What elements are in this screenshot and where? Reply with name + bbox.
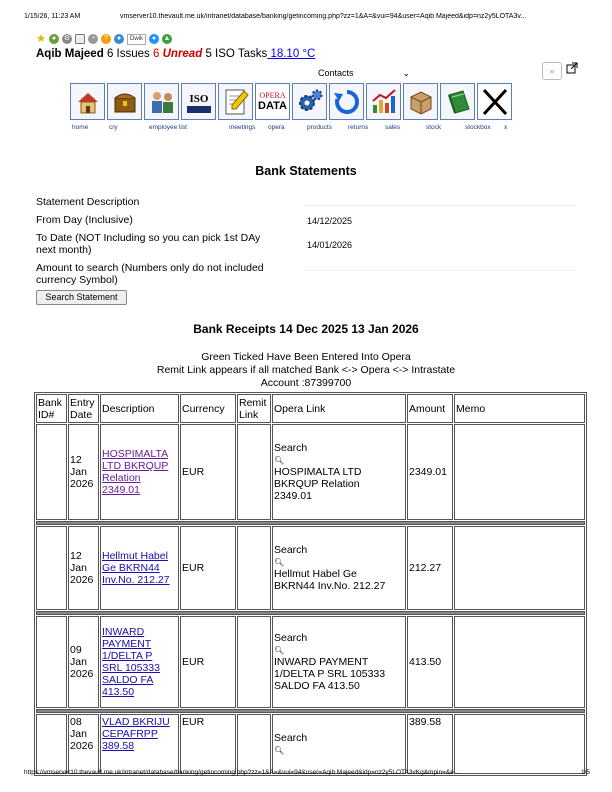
box-icon (406, 87, 436, 117)
separator-cell (36, 709, 585, 713)
col-bank-id: Bank ID# (36, 394, 67, 423)
quick-icons (36, 33, 172, 45)
statement-description-field[interactable] (304, 205, 576, 206)
nav-returns[interactable] (329, 83, 364, 120)
print-footer-url: https://vmserver10.thevault.me.uk/intranet/database/banking/getincoming.php?zz=1&A=&vui=94&user=Aqib Majeed&idp=nz2y5LOTA3vKg&mpin=&e... (24, 769, 460, 776)
print-datetime: 1/15/26, 11:23 AM (24, 13, 81, 20)
description-line: HOSPIMALTA (102, 448, 169, 460)
chat-icon[interactable]: ● (149, 34, 159, 44)
receipts-table (34, 392, 587, 776)
description-link[interactable] (102, 550, 170, 586)
entry-day: 08 (70, 716, 82, 728)
close-x-icon (480, 87, 510, 117)
settings-icon[interactable]: ⚙ (63, 35, 71, 42)
magnifier-icon[interactable]: 🔍︎ (274, 558, 285, 567)
description-line: Hellmut Habel (102, 550, 168, 562)
remit-link-cell (237, 424, 271, 520)
list-icon[interactable] (75, 34, 85, 44)
entry-year: 2026 (70, 574, 94, 586)
opera-link-cell (272, 714, 406, 774)
user-name: Aqib Majeed (36, 48, 104, 60)
currency-cell: EUR (180, 616, 236, 708)
separator-cell (36, 611, 585, 615)
nav-home[interactable] (70, 83, 105, 120)
description-link[interactable] (102, 716, 170, 752)
books-icon (443, 87, 473, 117)
nav-stock[interactable] (403, 83, 438, 120)
entry-date-cell (68, 714, 99, 774)
memo-cell[interactable] (454, 526, 585, 610)
row-separator (36, 521, 585, 525)
gears-icon (295, 87, 325, 117)
description-line: 389.58 (102, 740, 135, 752)
memo-cell[interactable] (454, 616, 585, 708)
page-title: Bank Statements (255, 164, 357, 178)
nav-label-stock[interactable]: stock (426, 124, 442, 131)
amount-cell: 212.27 (407, 526, 453, 610)
bank-id-cell (36, 526, 67, 610)
entry-month: Jan (70, 466, 87, 478)
nav-label-meetings[interactable]: meetings (229, 124, 256, 131)
contacts-select[interactable] (316, 66, 412, 80)
entry-year: 2026 (70, 478, 94, 490)
table-row (36, 714, 585, 774)
opera-match-line: 1/DELTA P SRL 105333 (274, 668, 386, 680)
separator-cell (36, 521, 585, 525)
statement-description-label: Statement Description (36, 196, 140, 208)
help-icon[interactable]: ? (101, 34, 111, 44)
entry-date-cell (68, 526, 99, 610)
description-cell (100, 616, 179, 708)
table-row (36, 424, 585, 520)
search-statement-button[interactable]: Search Statement (36, 290, 127, 305)
notebook-pencil-icon (222, 87, 250, 117)
remit-link-cell (237, 526, 271, 610)
col-remit-link: Remit Link (237, 394, 271, 423)
receipts-note-2: Remit Link appears if all matched Bank <-> Opera <-> Intrastate (156, 364, 456, 376)
sales-chart-icon (369, 87, 399, 117)
magnifier-icon[interactable]: 🔍︎ (274, 456, 285, 465)
nav-label-employee-list[interactable]: employee list (149, 124, 187, 131)
description-line: PAYMENT (102, 638, 152, 650)
opera-match-line: BKRQUP Relation (274, 478, 360, 490)
memo-cell[interactable] (454, 424, 585, 520)
description-line: SALDO FA (102, 674, 154, 686)
clock-icon[interactable]: ◔ (88, 34, 98, 44)
treasure-chest-icon (111, 88, 139, 116)
opera-match-line: BKRN44 Inv.No. 212.27 (274, 580, 386, 592)
remit-link-cell (237, 714, 271, 774)
description-cell (100, 714, 179, 774)
entry-date-cell (68, 616, 99, 708)
svg-text:ISO: ISO (189, 92, 208, 105)
to-date-input[interactable]: 14/01/2026 (307, 240, 353, 250)
col-opera-link: Opera Link (272, 394, 406, 423)
from-day-label: From Day (Inclusive) (36, 214, 133, 226)
tag-label[interactable]: Dwik (127, 34, 146, 45)
nav-cry[interactable] (107, 83, 142, 120)
description-line: CEPAFRPP (102, 728, 158, 740)
external-link-icon[interactable] (566, 62, 578, 74)
col-amount: Amount (407, 394, 453, 423)
bank-id-cell (36, 424, 67, 520)
page-number: 1/5 (580, 769, 590, 776)
receipts-body (36, 424, 585, 774)
amount-cell: 413.50 (407, 616, 453, 708)
description-line: SRL 105333 (102, 662, 160, 674)
description-line: VLAD BKRIJU (102, 716, 170, 728)
opera-match-line: INWARD PAYMENT (274, 656, 369, 668)
table-row (36, 526, 585, 610)
description-line: 2349.01 (102, 484, 140, 496)
description-cell (100, 424, 179, 520)
entry-day: 12 (70, 550, 82, 562)
magnifier-icon[interactable]: 🔍︎ (274, 746, 285, 755)
description-line: Inv.No. 212.27 (102, 574, 170, 586)
nav-opera[interactable] (255, 83, 290, 120)
to-date-label-line2: next month) (36, 244, 92, 256)
amount-label-line1: Amount to search (Numbers only do not included (36, 262, 264, 274)
memo-cell[interactable] (454, 714, 585, 774)
description-line: LTD BKRQUP (102, 460, 169, 472)
opera-link-cell (272, 526, 406, 610)
nav-meetings[interactable] (218, 83, 253, 120)
contacts-select-value: Contacts (318, 68, 354, 78)
row-separator (36, 709, 585, 713)
remit-link-cell (237, 616, 271, 708)
description-line: Ge BKRN44 (102, 562, 160, 574)
description-line: Relation (102, 472, 141, 484)
entry-year: 2026 (70, 668, 94, 680)
nav-toolbar (70, 83, 512, 120)
opera-link-cell (272, 424, 406, 520)
temperature-link[interactable]: 18.10 °C (267, 48, 316, 60)
receipts-note-1: Green Ticked Have Been Entered Into Opera (201, 351, 411, 363)
col-description: Description (100, 394, 179, 423)
opera-match-line: 2349.01 (274, 490, 312, 502)
entry-year: 2026 (70, 740, 94, 752)
bank-id-cell (36, 616, 67, 708)
entry-day: 12 (70, 454, 82, 466)
row-separator (36, 611, 585, 615)
nav-label-x[interactable]: x (504, 124, 508, 131)
entry-date-cell (68, 424, 99, 520)
description-link[interactable] (102, 448, 168, 496)
description-line: INWARD (102, 626, 145, 638)
issues-label[interactable]: Issues (116, 48, 150, 60)
nav-label-returns[interactable]: returns (348, 124, 369, 131)
col-memo: Memo (454, 394, 585, 423)
print-footer (24, 769, 590, 776)
nav-employee-list[interactable] (144, 83, 179, 120)
nav-products[interactable] (292, 83, 327, 120)
nav-label-stockbox[interactable]: stockbox (465, 124, 491, 131)
print-header (24, 13, 594, 20)
amount-cell: 2349.01 (407, 424, 453, 520)
account-number: Account :87399700 (260, 377, 352, 389)
iso-label[interactable]: ISO Tasks (215, 48, 268, 60)
amount-label (36, 262, 264, 286)
currency-cell: EUR (180, 424, 236, 520)
iso-count[interactable]: 5 (205, 48, 212, 60)
nav-stockbox[interactable] (440, 83, 475, 120)
description-line: 1/DELTA P (102, 650, 153, 662)
col-entry-date: Entry Date (68, 394, 99, 423)
opera-search-link[interactable]: Search (274, 732, 308, 744)
status-line (36, 48, 315, 60)
entry-month: Jan (70, 656, 87, 668)
amount-label-line2: currency Symbol) (36, 274, 118, 286)
iso-icon (184, 87, 214, 117)
entry-month: Jan (70, 562, 87, 574)
chevron-down-icon: ⌄ (402, 67, 410, 78)
star-icon[interactable]: ★ (36, 33, 46, 45)
bank-id-cell (36, 714, 67, 774)
amount-cell: 389.58 (407, 714, 453, 774)
currency-cell: EUR (180, 714, 236, 774)
entry-month: Jan (70, 728, 87, 740)
magnifier-icon[interactable]: 🔍︎ (274, 646, 285, 655)
opera-data-label: DATA (258, 100, 287, 112)
search-input[interactable]: » (542, 62, 562, 80)
opera-search-link[interactable]: Search (274, 544, 308, 556)
to-date-label (36, 232, 260, 256)
col-currency: Currency (180, 394, 236, 423)
entry-day: 09 (70, 644, 82, 656)
unread-label[interactable]: Unread (162, 48, 203, 60)
nav-label-opera[interactable]: opera (268, 124, 285, 131)
amount-input[interactable] (304, 270, 576, 271)
nav-label-home[interactable]: home (72, 124, 89, 131)
to-date-label-line1: To Date (NOT Including so you can pick 1st DAy (36, 232, 261, 244)
description-line: 413.50 (102, 686, 135, 698)
employees-icon (147, 87, 177, 117)
description-link[interactable] (102, 626, 160, 698)
print-url: vmserver10.thevault.me.uk/intranet/database/banking/getincoming.php?zz=1&A=&vui=94&user=Aqib Majeed&idp=nz2y5LOTA3v... (120, 13, 527, 20)
nav-iso[interactable] (181, 83, 216, 120)
receipts-title: Bank Receipts 14 Dec 2025 13 Jan 2026 (193, 322, 419, 336)
nav-label-cry[interactable]: cry (109, 124, 118, 131)
issues-count[interactable]: 6 (106, 48, 114, 60)
home-icon (74, 88, 102, 116)
currency-cell: EUR (180, 526, 236, 610)
opera-search-link[interactable]: Search (274, 632, 308, 644)
nav-sales[interactable] (366, 83, 401, 120)
returns-icon (332, 87, 362, 117)
contact-icon[interactable]: ● (114, 34, 124, 44)
nav-label-sales[interactable]: sales (385, 124, 401, 131)
opera-link-cell (272, 616, 406, 708)
globe-icon[interactable]: ● (49, 34, 59, 44)
opera-match-line: SALDO FA 413.50 (274, 680, 360, 692)
opera-search-link[interactable]: Search (274, 442, 308, 454)
opera-logo-text: OPERA (259, 91, 286, 100)
opera-match-line: HOSPIMALTA LTD (274, 466, 362, 478)
nav-label-products[interactable]: products (307, 124, 332, 131)
table-row (36, 616, 585, 708)
description-cell (100, 526, 179, 610)
unread-count[interactable]: 6 (153, 48, 160, 60)
lock-icon[interactable]: ▲ (163, 35, 171, 42)
opera-match-line: Hellmut Habel Ge (274, 568, 357, 580)
from-day-input[interactable]: 14/12/2025 (307, 216, 353, 226)
nav-close[interactable] (477, 83, 512, 120)
